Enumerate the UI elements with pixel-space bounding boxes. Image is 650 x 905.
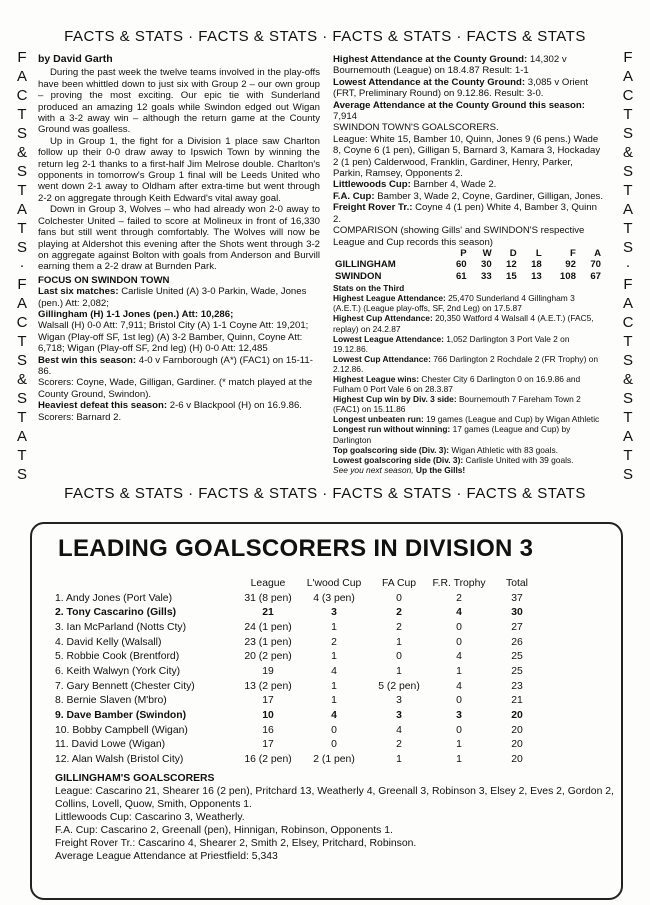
- vertical-left-letter: C: [16, 86, 28, 104]
- vertical-right-letter: F: [623, 49, 633, 66]
- leading-cell-lwood: 1: [331, 695, 337, 707]
- leading-header-row: [55, 576, 575, 591]
- vertical-right-letter: T: [623, 447, 633, 465]
- vertical-left-letter: A: [16, 428, 27, 446]
- facts-stats-vertical-right: [620, 50, 636, 482]
- highest-attendance: Highest Attendance at the County Ground: 14,302 v Bournemouth (League) on 18.4.87 Result: 1-1: [333, 54, 567, 77]
- comparison-cell: 70: [590, 259, 601, 271]
- leading-cell-name: 11. David Lowe (Wigan): [55, 739, 166, 751]
- table-row: [55, 679, 575, 694]
- leading-cell-league: 21: [262, 607, 274, 619]
- leading-cell-name: 10. Bobby Campbell (Wigan): [55, 724, 188, 736]
- comparison-header-cell: [333, 248, 444, 259]
- gills-average-attendance: Average League Attendance at Priestfield: 5,343: [55, 851, 278, 862]
- leading-cell-fa: 3: [396, 710, 402, 722]
- leading-cell-lwood: 4: [331, 665, 337, 677]
- swindon-fa-scorers: F.A. Cup: Bamber 3, Wade 2, Coyne, Gardiner, Gilligan, Jones.: [333, 190, 603, 202]
- paragraph-3: Down in Group 3, Wolves – who had already won 2-0 away to Colchester United – failed to score at Molineux in front of 16,330 fans but still went through comfortably. The Wolves will now be playing at Aldershot this evening after the Shots went through 3-2 on aggregate against Bolton with goals from Anderson and Burvill earning them a 2-2 draw at Burnden Park.: [38, 204, 320, 273]
- leading-cell-name: 6. Keith Walwyn (York City): [55, 665, 181, 677]
- leading-cell-total: 21: [511, 695, 523, 707]
- gills-fa-scorers: F.A. Cup: Cascarino 2, Greenall (pen), Hinnigan, Robinson, Opponents 1.: [55, 825, 393, 836]
- leading-cell-total: 20: [511, 710, 523, 722]
- vertical-right-letter: T: [623, 181, 633, 199]
- vertical-left-letter: A: [16, 295, 27, 313]
- leading-cell-fa: 2: [396, 621, 402, 633]
- signoff: See you next season, Up the Gills!: [333, 464, 466, 475]
- leading-cell-name: 7. Gary Bennett (Chester City): [55, 680, 195, 692]
- third-stat-1: Highest League Attendance: 25,470 Sunderland 4 Gillingham 3 (A.E.T.) (League play-offs, SF, 2nd Leg) on 17.5.87: [333, 293, 575, 314]
- table-row: [55, 620, 575, 635]
- third-stat-6: Highest Cup win by Div. 3 side: Bournemouth 7 Fareham Town 2 (FAC1) on 15.11.86: [333, 394, 581, 415]
- leading-cell-league: 23 (1 pen): [244, 636, 292, 648]
- vertical-right-letter: &: [622, 371, 633, 389]
- vertical-right-letter: S: [622, 352, 633, 370]
- table-row: [55, 649, 575, 664]
- leading-cell-total: 30: [511, 607, 523, 619]
- leading-cell-league: 20 (2 pen): [244, 651, 292, 663]
- leading-header-cell: L'wood Cup: [306, 577, 362, 589]
- swindon-league-scorers: League: White 15, Bamber 10, Quinn, Jones 9 (6 pens.) Wade 8, Coyne 6 (1 pen), Gilligan 5, Barnard 3, Kamara 3, Hockaday 2 (1 pen) Calderwood, Franklin, Gardiner, Henry, Parker, Parkin, Ramsey, Opponents 2.: [333, 133, 601, 180]
- paragraph-2: Up in Group 1, the fight for a Division 1 place saw Charlton follow up their 0-0 draw away to Ipswich Town by winning the return leg 2-1 thanks to a first-half Jim Melrose double. Charlton's opponents in tomorrow's Group 1 final will be Leeds United who went down 2-1 away to Oldham after extra-time but went through 2-2 on aggregate through Keith Edward's vital away goal.: [38, 135, 320, 204]
- vertical-left-letter: T: [17, 181, 27, 199]
- leading-cell-league: 10: [262, 710, 274, 722]
- leading-cell-fa: 3: [396, 695, 402, 707]
- facts-stats-vertical-left: [14, 50, 30, 482]
- leading-cell-total: 25: [511, 651, 523, 663]
- leading-cell-fr: 0: [456, 621, 462, 633]
- table-row: [55, 738, 575, 753]
- gillingham-goalscorers: [55, 772, 615, 863]
- leading-cell-fr: 1: [456, 665, 462, 677]
- paragraph-1: During the past week the twelve teams involved in the play-offs have been whittled down to just six with Group 2 – our own group – proving the most exciting. Our epic tie with Sunderland produced an amazing 12 goals while Swindon edged out Wigan with a 3-2 away win – although the return game at the County Ground was goalless.: [38, 67, 320, 136]
- leading-cell-lwood: 0: [331, 724, 337, 736]
- vertical-left-letter: A: [16, 67, 27, 85]
- leading-cell-name: 4. David Kelly (Walsall): [55, 636, 162, 648]
- leading-cell-fr: 4: [456, 651, 462, 663]
- vertical-right-letter: ·: [625, 257, 631, 275]
- swindon-scorers-title: SWINDON TOWN'S GOALSCORERS.: [333, 122, 499, 134]
- leading-cell-league: 19: [262, 665, 274, 677]
- leading-cell-fa: 0: [396, 651, 402, 663]
- vertical-left-letter: T: [17, 219, 27, 237]
- vertical-right-letter: T: [623, 219, 633, 237]
- vertical-right-letter: A: [622, 200, 633, 218]
- comparison-header-row: [333, 248, 603, 259]
- leading-cell-lwood: 3: [331, 607, 337, 619]
- heaviest-defeat: Heaviest defeat this season: 2-6 v Blackpool (H) on 16.9.86. Scorers: Barnard 2.: [38, 400, 302, 423]
- byline: by David Garth: [38, 53, 113, 65]
- leading-cell-name: 1. Andy Jones (Port Vale): [55, 592, 173, 604]
- comparison-header-cell: L: [535, 247, 542, 259]
- facts-stats-banner-top: FACTS & STATS · FACTS & STATS · FACTS & STATS · FACTS & STATS: [64, 28, 586, 45]
- facts-stats-banner-bottom: FACTS & STATS · FACTS & STATS · FACTS & STATS · FACTS & STATS: [64, 485, 586, 502]
- vertical-left-letter: &: [16, 371, 27, 389]
- leading-cell-lwood: 1: [331, 651, 337, 663]
- leading-cell-name: 5. Robbie Cook (Brentford): [55, 651, 180, 663]
- gills-lw-scorers: Littlewoods Cup: Cascarino 3, Weatherly.: [55, 812, 245, 823]
- vertical-right-letter: T: [623, 409, 633, 427]
- table-row: [55, 635, 575, 650]
- last-six-matches: Last six matches: Carlisle United (A) 3-0 Parkin, Wade, Jones (pen.) Att: 2,082;: [38, 286, 307, 309]
- comparison-cell: 30: [480, 259, 492, 271]
- third-stat-5: Highest League wins: Chester City 6 Darlington 0 on 16.9.86 and Fulham 0 Port Vale 6 on 28.3.87: [333, 373, 581, 395]
- comparison-cell: 18: [531, 259, 542, 271]
- leading-cell-league: 16: [262, 724, 274, 736]
- vertical-right-letter: A: [622, 428, 633, 446]
- table-row: [55, 694, 575, 709]
- vertical-right-letter: C: [622, 314, 634, 332]
- leading-cell-fa: 1: [396, 665, 402, 677]
- leading-cell-total: 20: [511, 724, 523, 736]
- vertical-right-letter: T: [623, 333, 633, 351]
- comparison-row: [333, 271, 603, 282]
- leading-cell-fr: 1: [456, 754, 462, 766]
- leading-cell-name: 9. Dave Bamber (Swindon): [55, 710, 187, 722]
- third-title: Stats on the Third: [333, 283, 405, 294]
- leading-cell-fr: 0: [456, 695, 462, 707]
- gills-league-scorers: League: Cascarino 21, Shearer 16 (2 pen), Pritchard 13, Weatherly 4, Greenall 3, Robinson 3, Elsey 2, Eves 2, Gordon 2, Collins, Lovell, Quow, Smith, Opponents 1.: [55, 786, 614, 810]
- best-win-scorers: Scorers: Coyne, Wade, Gilligan, Gardiner. (* match played at the County Ground, Swindon).: [38, 377, 313, 400]
- vertical-right-letter: F: [623, 276, 633, 294]
- leading-cell-lwood: 1: [331, 621, 337, 633]
- comparison-cell: 12: [506, 259, 517, 271]
- leading-cell-fa: 5 (2 pen): [378, 680, 420, 692]
- vertical-right-letter: A: [622, 295, 633, 313]
- comparison-cell: 60: [455, 259, 467, 271]
- gills-scorers-title: GILLINGHAM'S GOALSCORERS: [55, 773, 215, 784]
- leading-cell-total: 26: [511, 636, 523, 648]
- leading-cell-league: 17: [262, 739, 274, 751]
- lowest-attendance: Lowest Attendance at the County Ground: 3,085 v Orient (FRT, Preliminary Round) on 9.12.86. Result: 3-0.: [333, 76, 588, 100]
- table-row: [55, 708, 575, 723]
- third-stat-4: Lowest Cup Attendance: 766 Darlington 2 Rochdale 2 (FR Trophy) on 2.12.86.: [333, 353, 598, 374]
- third-stat-9: Top goalscoring side (Div. 3): Wigan Athletic with 83 goals.: [333, 444, 558, 455]
- leading-header-cell: F.R. Trophy: [432, 577, 486, 589]
- vertical-left-letter: T: [17, 105, 27, 123]
- gillingham-match: Gillingham (H) 1-1 Jones (pen.) Att: 10,286;: [38, 308, 234, 320]
- vertical-left-letter: &: [16, 143, 27, 161]
- leading-cell-name: 12. Alan Walsh (Bristol City): [55, 754, 184, 766]
- table-row: [55, 605, 575, 620]
- leading-header-cell: FA Cup: [381, 577, 417, 589]
- comparison-header-cell: W: [482, 247, 492, 259]
- gills-fr-scorers: Freight Rover Tr.: Cascarino 4, Shearer 2, Smith 2, Elsey, Pritchard, Robinson.: [55, 838, 417, 849]
- leading-cell-lwood: 4 (3 pen): [313, 592, 355, 604]
- leading-cell-total: 25: [511, 665, 523, 677]
- table-row: [55, 664, 575, 679]
- vertical-left-letter: F: [17, 49, 27, 66]
- vertical-right-letter: &: [622, 143, 633, 161]
- vertical-right-letter: S: [622, 162, 633, 180]
- table-row: [55, 591, 575, 606]
- focus-title: FOCUS ON SWINDON TOWN: [38, 274, 170, 286]
- comparison-header-cell: F: [570, 247, 576, 259]
- leading-cell-fr: 2: [456, 592, 462, 604]
- leading-cell-lwood: 1: [331, 680, 337, 692]
- comparison-header-cell: D: [509, 247, 517, 259]
- vertical-left-letter: T: [17, 447, 27, 465]
- leading-cell-league: 13 (2 pen): [244, 680, 292, 692]
- vertical-right-letter: S: [622, 238, 633, 256]
- leading-cell-league: 16 (2 pen): [244, 754, 292, 766]
- vertical-right-letter: T: [623, 105, 633, 123]
- vertical-left-letter: F: [17, 276, 27, 294]
- vertical-left-letter: T: [17, 333, 27, 351]
- vertical-left-letter: T: [17, 409, 27, 427]
- leading-cell-fr: 1: [456, 739, 462, 751]
- comparison-cell: 67: [590, 270, 601, 282]
- leading-cell-fr: 4: [456, 607, 462, 619]
- leading-cell-lwood: 4: [331, 710, 337, 722]
- vertical-right-letter: C: [622, 86, 634, 104]
- leading-cell-league: 17: [262, 695, 274, 707]
- leading-cell-fr: 4: [456, 680, 462, 692]
- comparison-cell: 13: [531, 270, 542, 282]
- comparison-cell: SWINDON: [335, 270, 382, 282]
- third-stat-10: Lowest goalscoring side (Div. 3): Carlisle United with 39 goals.: [333, 454, 574, 465]
- leading-cell-league: 24 (1 pen): [244, 621, 292, 633]
- vertical-left-letter: ·: [19, 257, 25, 275]
- leading-cell-fr: 3: [456, 710, 462, 722]
- vertical-left-letter: S: [16, 238, 27, 256]
- leading-header-cell: League: [250, 577, 286, 589]
- vertical-left-letter: S: [16, 390, 27, 408]
- comparison-cell: 92: [565, 259, 576, 271]
- leading-cell-total: 20: [511, 739, 523, 751]
- comparison-caption: COMPARISON (showing Gills' and SWINDON'S respective League and Cup records this season): [333, 225, 585, 248]
- leading-cell-fa: 2: [396, 739, 402, 751]
- leading-header-cell: Total: [506, 577, 528, 589]
- comparison-table: [333, 248, 603, 282]
- third-stat-8: Longest run without winning: 17 games (League and Cup) by Darlington: [333, 424, 571, 445]
- leading-cell-fr: 0: [456, 724, 462, 736]
- leading-goalscorers-title: LEADING GOALSCORERS IN DIVISION 3: [58, 535, 534, 562]
- leading-cell-total: 37: [511, 592, 523, 604]
- third-stats: [333, 283, 603, 475]
- swindon-lw-scorers: Littlewoods Cup: Barnber 4, Wade 2.: [333, 179, 497, 191]
- vertical-left-letter: C: [16, 314, 28, 332]
- comparison-row: [333, 259, 603, 270]
- average-attendance: Average Attendance at the County Ground this season: 7,914: [333, 99, 585, 123]
- swindon-fr-scorers: Freight Rover Tr.: Coyne 4 (1 pen) White 4, Bamber 3, Quinn 2.: [333, 202, 597, 225]
- comparison-cell: 108: [559, 270, 576, 282]
- vertical-left-letter: S: [16, 352, 27, 370]
- leading-goalscorers-table: [55, 576, 575, 767]
- vertical-left-letter: S: [16, 465, 27, 483]
- comparison-cell: GILLINGHAM: [335, 259, 396, 271]
- table-row: [55, 752, 575, 767]
- vertical-right-letter: S: [622, 124, 633, 142]
- leading-cell-total: 20: [511, 754, 523, 766]
- third-stat-2: Highest Cup Attendance: 20,350 Watford 4 Walsall 4 (A.E.T.) (FAC5, replay) on 24.2.87: [333, 313, 594, 334]
- table-row: [55, 723, 575, 738]
- third-stat-7: Longest unbeaten run: 19 games (League and Cup) by Wigan Athletic: [333, 414, 600, 425]
- other-matches: Walsall (H) 0-0 Att: 7,911; Bristol City (A) 1-1 Coyne Att: 19,201; Wigan (Play-off SF, 1st leg) (A) 3-2 Bamber, Quinn, Coyne Att: 6,718; Wigan (Play-off SF, 2nd leg) (H) 0-0 Att: 12,485: [38, 320, 309, 355]
- vertical-right-letter: S: [622, 465, 633, 483]
- leading-cell-fr: 0: [456, 636, 462, 648]
- leading-cell-name: 2. Tony Cascarino (Gills): [55, 607, 177, 619]
- comparison-header-cell: A: [594, 247, 601, 259]
- leading-cell-fa: 1: [396, 754, 402, 766]
- leading-cell-fa: 0: [396, 592, 402, 604]
- leading-cell-fa: 4: [396, 724, 402, 736]
- best-win: Best win this season: 4-0 v Farnborough (A*) (FAC1) on 15-11-86.: [38, 354, 313, 377]
- article-right-column: [333, 54, 603, 475]
- vertical-right-letter: A: [622, 67, 633, 85]
- leading-cell-total: 23: [511, 680, 523, 692]
- vertical-right-letter: S: [622, 390, 633, 408]
- comparison-cell: 33: [480, 270, 492, 282]
- leading-cell-fa: 1: [396, 636, 402, 648]
- leading-cell-lwood: 2: [331, 636, 337, 648]
- comparison-header-cell: P: [460, 247, 467, 259]
- leading-cell-name: 8. Bernie Slaven (M'bro): [55, 695, 167, 707]
- third-stat-3: Lowest League Attendance: 1,052 Darlington 3 Port Vale 2 on 19.12.86.: [333, 333, 570, 354]
- comparison-cell: 61: [455, 270, 467, 282]
- vertical-left-letter: A: [16, 200, 27, 218]
- vertical-left-letter: S: [16, 162, 27, 180]
- leading-cell-total: 27: [511, 621, 523, 633]
- article-left-column: [38, 54, 320, 423]
- vertical-left-letter: S: [16, 124, 27, 142]
- leading-cell-lwood: 0: [331, 739, 337, 751]
- leading-cell-name: 3. Ian McParland (Notts Cty): [55, 621, 187, 633]
- leading-cell-league: 31 (8 pen): [244, 592, 292, 604]
- leading-cell-lwood: 2 (1 pen): [313, 754, 355, 766]
- leading-cell-fa: 2: [396, 607, 402, 619]
- comparison-cell: 15: [506, 270, 517, 282]
